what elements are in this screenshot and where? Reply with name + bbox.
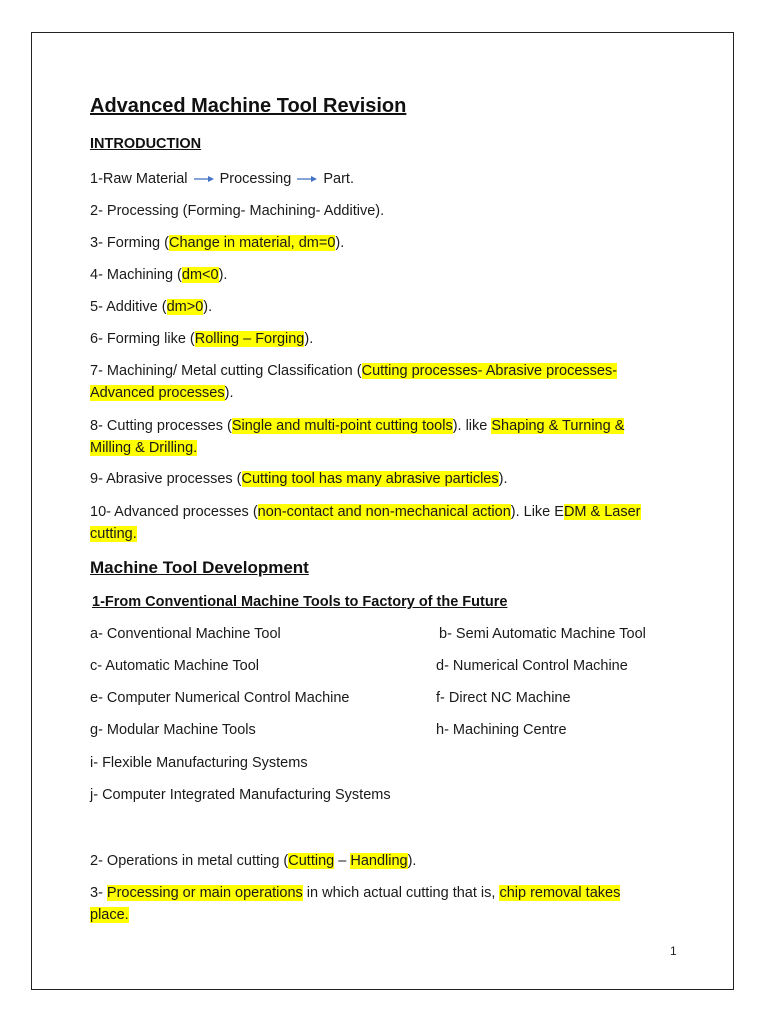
line-text: ).	[203, 299, 213, 315]
highlighted-text: Processing or main operations	[106, 885, 303, 901]
intro-line-8	[90, 415, 655, 459]
document-title: Advanced Machine Tool Revision	[90, 95, 407, 117]
line-text: ). Like E	[510, 504, 564, 520]
list-item-i: i- Flexible Manufacturing Systems	[90, 755, 308, 771]
highlighted-text: Cutting tool has many abrasive particles	[241, 471, 499, 487]
introduction-heading: INTRODUCTION	[90, 136, 202, 152]
highlighted-text: dm<0	[181, 267, 219, 283]
line-text: ).	[407, 853, 417, 869]
list-item-b: b- Semi Automatic Machine Tool	[439, 626, 646, 642]
intro-line-4	[90, 264, 227, 286]
line-text: ).	[218, 267, 228, 283]
page-number: 1	[670, 944, 677, 958]
line-text: 7- Machining/ Metal cutting Classification (	[90, 363, 362, 379]
highlighted-text: Shaping & Turning & Milling & Drilling.	[90, 418, 625, 456]
line-text: ). like	[452, 418, 492, 434]
highlighted-text: DM & Laser cutting.	[90, 504, 641, 542]
intro-line-6	[90, 328, 313, 350]
development-heading: Machine Tool Development	[90, 558, 309, 577]
intro-line-5	[90, 296, 212, 318]
highlighted-text: chip removal takes place.	[90, 885, 621, 923]
intro-line-10	[90, 501, 655, 545]
development-subheading: 1-From Conventional Machine Tools to Factory of the Future	[92, 594, 508, 610]
list-item-g: g- Modular Machine Tools	[90, 722, 256, 738]
line-text: ).	[335, 235, 345, 251]
line-text: ).	[304, 331, 314, 347]
line-text: 8- Cutting processes (	[90, 418, 232, 434]
intro-line-9	[90, 468, 507, 490]
line-text: ).	[224, 385, 234, 401]
right-arrow-icon	[297, 174, 317, 184]
highlighted-text: Change in material, dm=0	[168, 235, 336, 251]
part-text: Part.	[323, 171, 354, 187]
processing-text: Processing	[219, 171, 292, 187]
intro-line-3	[90, 232, 344, 254]
list-item-j: j- Computer Integrated Manufacturing Systems	[90, 787, 391, 803]
line-text: 3- Forming (	[90, 235, 169, 251]
highlighted-text: Rolling – Forging	[194, 331, 305, 347]
list-item-c: c- Automatic Machine Tool	[90, 658, 259, 674]
list-item-a: a- Conventional Machine Tool	[90, 626, 281, 642]
line-text: 5- Additive (	[90, 299, 167, 315]
line-text: 9- Abrasive processes (	[90, 471, 242, 487]
line-text: 4- Machining (	[90, 267, 182, 283]
line-text: 2- Operations in metal cutting (	[90, 853, 289, 869]
highlighted-text: dm>0	[166, 299, 204, 315]
main-operations-line	[90, 882, 655, 926]
line-text: ).	[498, 471, 508, 487]
list-item-f: f- Direct NC Machine	[436, 690, 571, 706]
list-item-h: h- Machining Centre	[436, 722, 567, 738]
intro-line-7	[90, 360, 655, 404]
list-item-e: e- Computer Numerical Control Machine	[90, 690, 350, 706]
highlighted-text: Single and multi-point cutting tools	[231, 418, 453, 434]
line-text: 10- Advanced processes (	[90, 504, 258, 520]
highlighted-text: Cutting	[288, 853, 335, 869]
list-item-d: d- Numerical Control Machine	[436, 658, 628, 674]
raw-material-text: 1-Raw Material	[90, 171, 188, 187]
intro-line-1	[90, 168, 354, 190]
operations-line	[90, 850, 416, 872]
highlighted-text: non-contact and non-mechanical action	[257, 504, 511, 520]
highlighted-text: Handling	[350, 853, 408, 869]
highlighted-text: Cutting processes- Abrasive processes- Advanced processes	[90, 363, 618, 401]
right-arrow-icon	[194, 174, 214, 184]
line-text: 6- Forming like (	[90, 331, 195, 347]
line-text: in which actual cutting that is,	[302, 885, 500, 901]
intro-line-2: 2- Processing (Forming- Machining- Additive).	[90, 203, 385, 219]
line-text: –	[334, 853, 351, 869]
line-text: 3-	[90, 885, 107, 901]
